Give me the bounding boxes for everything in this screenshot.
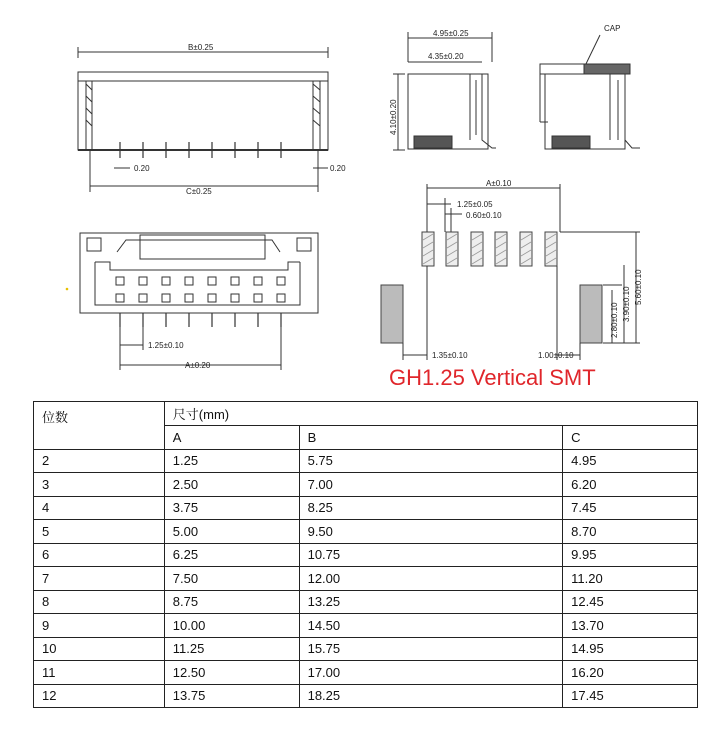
cell-a: 13.75 <box>164 684 299 708</box>
bottom-pitch-label: 1.25±0.10 <box>148 341 184 350</box>
cell-positions: 10 <box>34 637 165 661</box>
cell-positions: 5 <box>34 520 165 544</box>
cap-label: CAP <box>604 24 621 33</box>
cell-c: 16.20 <box>563 661 698 685</box>
front-c-label: C±0.25 <box>186 187 212 196</box>
front-tol-left: 0.20 <box>134 164 150 173</box>
dimension-table <box>33 401 698 708</box>
cell-c: 8.70 <box>563 520 698 544</box>
cell-c: 17.45 <box>563 684 698 708</box>
side-h-label: 4.10±0.20 <box>389 99 398 135</box>
cell-c: 11.20 <box>563 567 698 591</box>
header-position-count: 位数 <box>34 402 165 450</box>
cell-a: 10.00 <box>164 614 299 638</box>
cell-b: 8.25 <box>299 496 563 520</box>
cap-view <box>540 24 640 149</box>
subheader-a: A <box>164 426 299 450</box>
cell-b: 13.25 <box>299 590 563 614</box>
cell-c: 12.45 <box>563 590 698 614</box>
cell-a: 12.50 <box>164 661 299 685</box>
side-w2-label: 4.35±0.20 <box>428 52 464 61</box>
cell-a: 8.75 <box>164 590 299 614</box>
cell-a: 2.50 <box>164 473 299 497</box>
cell-a: 3.75 <box>164 496 299 520</box>
cell-a: 5.00 <box>164 520 299 544</box>
table-row <box>34 496 698 520</box>
cell-a: 11.25 <box>164 637 299 661</box>
table-row <box>34 520 698 544</box>
product-title: GH1.25 Vertical SMT <box>389 365 596 390</box>
cell-b: 10.75 <box>299 543 563 567</box>
table-row <box>34 543 698 567</box>
table-row <box>34 449 698 473</box>
pad-pitch-label: 1.25±0.05 <box>457 200 493 209</box>
header-dimension-group: 尺寸(mm) <box>164 402 697 426</box>
cell-positions: 2 <box>34 449 165 473</box>
pcb-layout <box>381 179 643 360</box>
cell-positions: 8 <box>34 590 165 614</box>
cell-b: 5.75 <box>299 449 563 473</box>
table-row <box>34 590 698 614</box>
side-view <box>389 29 496 150</box>
pad-h1-label: 5.60±0.10 <box>634 269 643 305</box>
pad-h2-label: 3.90±0.10 <box>622 286 631 322</box>
cell-c: 14.95 <box>563 637 698 661</box>
pad-left-label: 1.35±0.10 <box>432 351 468 360</box>
cell-c: 7.45 <box>563 496 698 520</box>
bottom-view <box>66 233 318 370</box>
cell-b: 14.50 <box>299 614 563 638</box>
cell-c: 6.20 <box>563 473 698 497</box>
subheader-c: C <box>563 426 698 450</box>
pad-a-label: A±0.10 <box>486 179 512 188</box>
cell-b: 7.00 <box>299 473 563 497</box>
cell-positions: 9 <box>34 614 165 638</box>
front-view <box>78 43 346 196</box>
cell-b: 12.00 <box>299 567 563 591</box>
table-row <box>34 684 698 708</box>
pad-h3-label: 2.80±0.10 <box>610 302 619 338</box>
subheader-b: B <box>299 426 563 450</box>
table-header-row <box>34 402 698 426</box>
cell-c: 13.70 <box>563 614 698 638</box>
table-row <box>34 614 698 638</box>
pad-right-label: 1.00±0.10 <box>538 351 574 360</box>
cell-positions: 6 <box>34 543 165 567</box>
cell-c: 4.95 <box>563 449 698 473</box>
table-row <box>34 567 698 591</box>
front-b-label: B±0.25 <box>188 43 214 52</box>
pad-w-label: 0.60±0.10 <box>466 211 502 220</box>
table-row <box>34 637 698 661</box>
cell-a: 1.25 <box>164 449 299 473</box>
cell-b: 17.00 <box>299 661 563 685</box>
cell-a: 6.25 <box>164 543 299 567</box>
cell-positions: 4 <box>34 496 165 520</box>
cell-positions: 3 <box>34 473 165 497</box>
side-w1-label: 4.95±0.25 <box>433 29 469 38</box>
cell-positions: 11 <box>34 661 165 685</box>
cell-positions: 12 <box>34 684 165 708</box>
table-row <box>34 661 698 685</box>
bottom-a-label: A±0.20 <box>185 361 211 370</box>
cell-a: 7.50 <box>164 567 299 591</box>
cell-b: 9.50 <box>299 520 563 544</box>
cell-b: 15.75 <box>299 637 563 661</box>
cell-positions: 7 <box>34 567 165 591</box>
cell-c: 9.95 <box>563 543 698 567</box>
cell-b: 18.25 <box>299 684 563 708</box>
table-row <box>34 473 698 497</box>
front-tol-right: 0.20 <box>330 164 346 173</box>
